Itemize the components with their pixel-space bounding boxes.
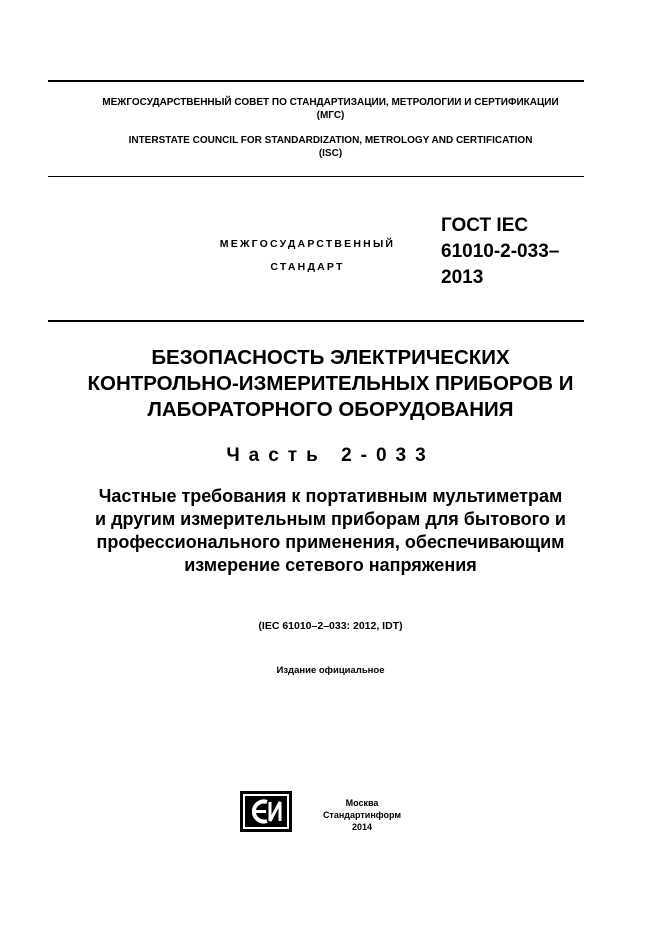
- title-line3: ЛАБОРАТОРНОГО ОБОРУДОВАНИЯ: [147, 398, 514, 421]
- edition-label: Издание официальное: [276, 665, 385, 676]
- publisher-year: 2014: [351, 822, 373, 832]
- council-ru-abbr: (МГС): [316, 110, 345, 121]
- subtitle-line1: Частные требования к портативным мультиметрам: [98, 486, 563, 506]
- title-line1: БЕЗОПАСНОСТЬ ЭЛЕКТРИЧЕСКИХ: [151, 346, 510, 369]
- council-ru-name: МЕЖГОСУДАРСТВЕННЫЙ СОВЕТ ПО СТАНДАРТИЗАЦИИ, МЕТРОЛОГИИ И СЕРТИФИКАЦИИ: [102, 97, 559, 108]
- standard-type-line1: МЕЖГОСУДАРСТВЕННЫЙ: [219, 238, 396, 250]
- title-line2: КОНТРОЛЬНО-ИЗМЕРИТЕЛЬНЫХ ПРИБОРОВ И: [87, 372, 574, 395]
- standard-designation: [441, 213, 559, 291]
- subtitle-line4: измерение сетевого напряжения: [184, 555, 477, 575]
- council-en-abbr: (ISC): [318, 148, 343, 159]
- part-number: Часть 2-033: [226, 445, 435, 466]
- document-subtitle: [0, 485, 661, 577]
- header-divider: [48, 176, 584, 177]
- top-rule: [48, 80, 584, 82]
- council-ru: [0, 96, 661, 122]
- council-en: [0, 134, 661, 160]
- publisher-name: Стандартинформ: [322, 810, 402, 820]
- document-title: [0, 345, 661, 423]
- iec-reference: (IEC 61010–2–033: 2012, IDT): [258, 620, 403, 632]
- designation-line3: 2013: [441, 267, 484, 288]
- standard-type: [180, 238, 435, 273]
- standartinform-logo-icon: [240, 791, 292, 832]
- subtitle-line3: профессионального применения, обеспечивающим: [96, 532, 565, 552]
- subtitle-line2: и другим измерительным приборам для бытового и: [95, 509, 566, 529]
- standard-type-line2: СТАНДАРТ: [270, 261, 345, 273]
- designation-line1: ГОСТ IEC: [441, 215, 529, 236]
- council-en-name: INTERSTATE COUNCIL FOR STANDARDIZATION, METROLOGY AND CERTIFICATION: [128, 135, 533, 146]
- publisher-city: Москва: [345, 798, 379, 808]
- title-divider: [48, 320, 584, 322]
- designation-line2: 61010-2-033–: [441, 241, 560, 262]
- publisher-info: [312, 797, 412, 833]
